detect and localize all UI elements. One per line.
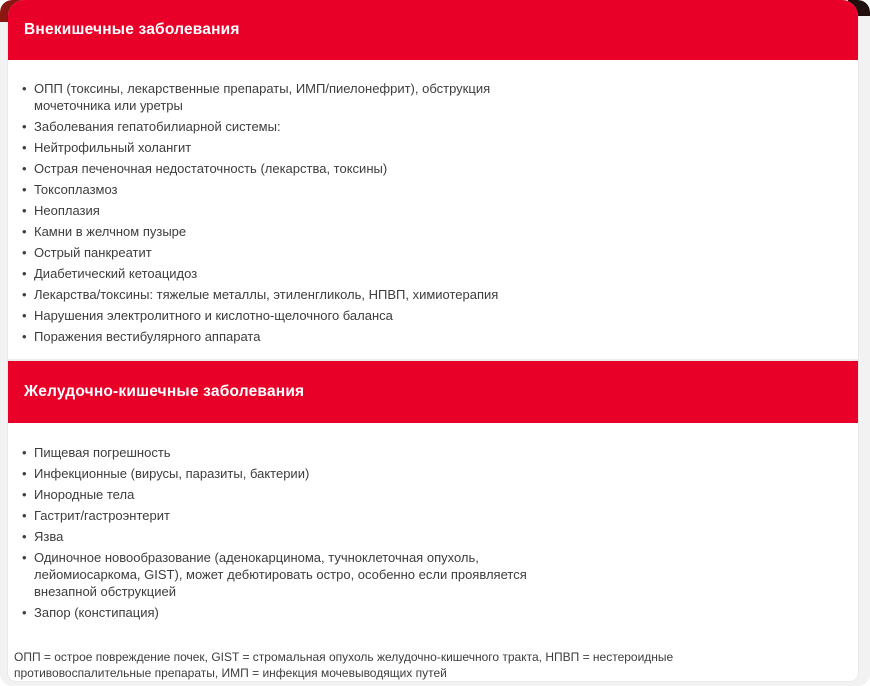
list-item: • Запор (констипация)	[22, 604, 534, 621]
list-item: • Нейтрофильный холангит	[22, 139, 534, 156]
list-item: • Поражения вестибулярного аппарата	[22, 328, 534, 345]
section-title: Внекишечные заболевания	[24, 21, 240, 38]
abbreviations-footnote: ОПП = острое повреждение почек, GIST = стромальная опухоль желудочно-кишечного тракта, НПВП = нестероидные противовоспалительные препараты, ИМП = инфекция мочевыводящих путей	[14, 650, 674, 680]
section-header-extraintestinal	[8, 0, 858, 60]
list-item: • Язва	[22, 528, 534, 545]
list-item: • Инфекционные (вирусы, паразиты, бактерии)	[22, 465, 534, 482]
section-title: Желудочно-кишечные заболевания	[24, 383, 305, 400]
list-item: • Заболевания гепатобилиарной системы:	[22, 118, 534, 135]
section-gastrointestinal	[8, 361, 858, 639]
extraintestinal-item-list	[8, 60, 858, 361]
list-item: • Неоплазия	[22, 202, 534, 219]
list-item: • Инородные тела	[22, 486, 534, 503]
list-item: • Пищевая погрешность	[22, 444, 534, 461]
diagnosis-table-card	[8, 0, 858, 681]
list-item: • Острый панкреатит	[22, 244, 534, 261]
list-item: • Камни в желчном пузыре	[22, 223, 534, 240]
list-item: • Лекарства/токсины: тяжелые металлы, этиленгликоль, НПВП, химиотерапия	[22, 286, 534, 303]
list-item: • Гастрит/гастроэнтерит	[22, 507, 534, 524]
list-item: • ОПП (токсины, лекарственные препараты, ИМП/пиелонефрит), обструкция мочеточника или уретры	[22, 80, 534, 114]
list-item: • Острая печеночная недостаточность (лекарства, токсины)	[22, 160, 534, 177]
list-item: • Одиночное новообразование (аденокарцинома, тучноклеточная опухоль, лейомиосаркома, GIST), может дебютировать остро, особенно если проявляется внезапной обструкцией	[22, 549, 534, 600]
gastrointestinal-item-list	[8, 423, 858, 639]
list-item: • Диабетический кетоацидоз	[22, 265, 534, 282]
section-header-gastrointestinal	[8, 361, 858, 423]
list-item: • Нарушения электролитного и кислотно-щелочного баланса	[22, 307, 534, 324]
list-item: • Токсоплазмоз	[22, 181, 534, 198]
section-extraintestinal	[8, 0, 858, 361]
